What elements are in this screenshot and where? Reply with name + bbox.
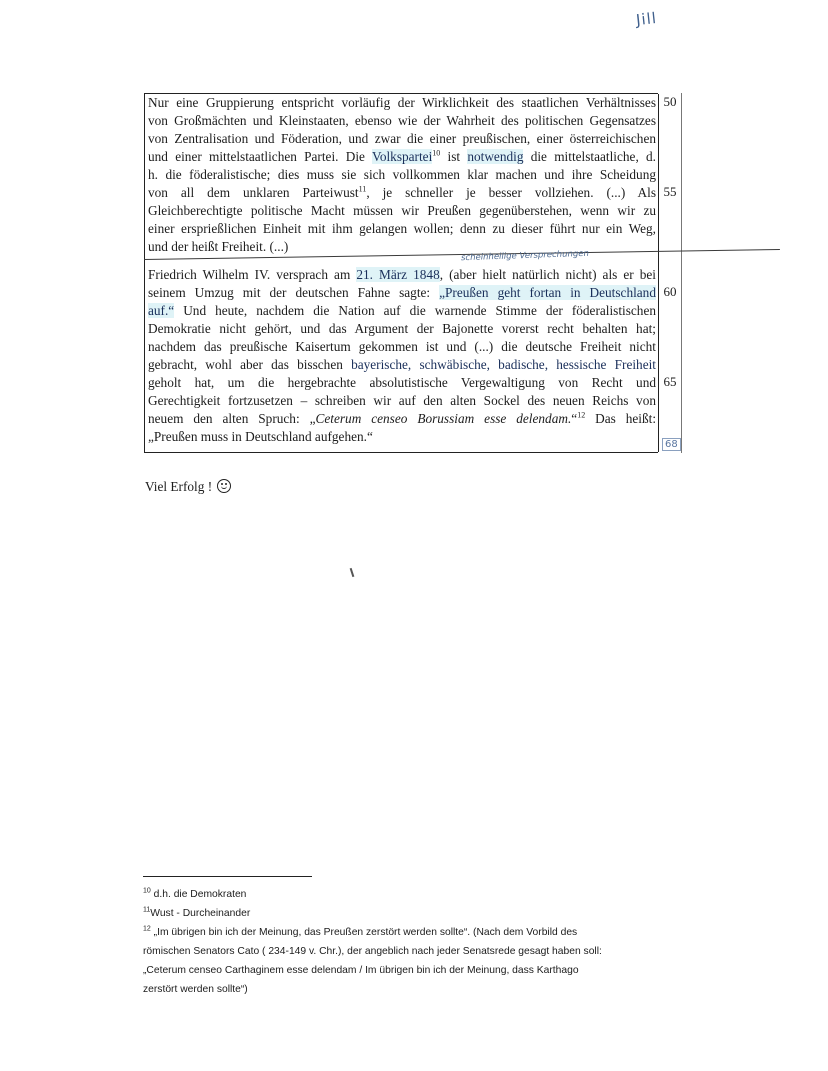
text-line: und der heißt Freiheit. (...): [148, 239, 289, 254]
text-line: auf.“ Und heute, nachdem die Nation auf die warnende Stimme der föderalistischen: [148, 303, 656, 318]
text-line: Demokratie nicht gehört, und das Argument der Bajonette vorerst recht behalten hat;: [148, 321, 656, 336]
text-line: Friedrich Wilhelm IV. versprach am 21. März 1848, (aber hielt natürlich nicht) als er bei: [148, 267, 657, 282]
smiley-icon: [217, 479, 231, 493]
text-line: von all dem unklaren Parteiwust$^{11}$, je schneller je besser vollziehen. (...) Als: [148, 184, 656, 200]
text-line: Gerechtigkeit fortzusetzen – schreiben wir auf den alten Sockel des neuen Reichs von: [148, 393, 656, 408]
text-line: von Zentralisation und Föderation, und zwar die einer preußischen, einer österreichischen: [148, 131, 656, 146]
line-number: 65: [663, 374, 677, 389]
text-line: Gleichberechtigte politische Macht müssen wir Preußen gegenüberstehen, wenn wir zu: [148, 203, 656, 218]
text-line: einer ersprießlichen Einheit mit ihm gelangen wollen; denn zu dieser führt nur ein Weg,: [148, 221, 656, 236]
line-number-column: [658, 93, 682, 453]
footnotes: [143, 885, 683, 999]
footnote: „Ceterum censeo Carthaginem esse delendam / Im übrigen bin ich der Meinung, dass Karthago: [143, 965, 579, 976]
highlight: Volkspartei: [371, 149, 433, 164]
text-line: h. die föderalistische; dies muss sie sich vollkommen klar machen und ihre Scheidung: [148, 167, 656, 182]
text-line: gebracht, wohl aber das bisschen bayerische, schwäbische, badische, hessische Freiheit: [148, 357, 656, 372]
paragraph-2: [148, 266, 656, 446]
text-line: seinem Umzug mit der deutschen Fahne sagte: „Preußen geht fortan in Deutschland: [148, 285, 656, 300]
handwritten-note: scheinheilige Versprechungen: [460, 248, 590, 264]
footnote: $^{12}$ „Im übrigen bin ich der Meinung, das Preußen zerstört werden sollte“. (Nach dem Vorbild des: [143, 925, 578, 938]
footnote: zerstört werden sollte“): [143, 984, 248, 995]
text-line: und einer mittelstaatlichen Partei. Die Volkspartei$^{10}$ ist notwendig die mittelstaatliche, d.: [148, 148, 656, 164]
line-number: 50: [663, 94, 677, 109]
signature-handwritten: Jill: [635, 8, 658, 30]
highlight: auf.“: [148, 303, 175, 318]
highlight: notwendig: [467, 149, 524, 164]
footnote: $^{11}$Wust - Durcheinander: [143, 906, 251, 919]
text-line: von Großmächten und Kleinstaaten, ebenso wie der Wahrheit des politischen Gegensatzes: [148, 113, 656, 128]
text-line: geholt hat, um die hergebrachte absolutistische Vergewaltigung von Recht und: [148, 375, 656, 390]
footnote: römischen Senators Cato ( 234-149 v. Chr.), der angeblich nach jeder Senatsrede gesagt haben soll:: [143, 946, 602, 957]
text-line: neuem den alten Spruch: „Ceterum censeo Borussiam esse delendam.“$^{12}$ Das heißt:: [148, 410, 657, 426]
handwritten-line-number: 68: [662, 438, 681, 451]
paragraph-1: [148, 94, 656, 256]
line-number: 55: [663, 184, 677, 199]
text-line: „Preußen muss in Deutschland aufgehen.“: [148, 429, 373, 444]
text-line: nachdem das preußische Kaisertum gekommen ist und (...) die deutsche Freiheit nicht: [148, 339, 656, 354]
closing-text: Viel Erfolg !: [145, 479, 231, 495]
text-line: Nur eine Gruppierung entspricht vorläufig der Wirklichkeit des staatlichen Verhältnisses: [148, 95, 656, 110]
footnote: $^{10}$ d.h. die Demokraten: [143, 887, 247, 900]
highlight: „Preußen geht fortan in Deutschland: [439, 285, 656, 300]
pen-mark: [350, 568, 355, 577]
line-number: 60: [663, 284, 677, 299]
highlight: bayerische, schwäbische, badische, hessische Freiheit: [351, 357, 656, 372]
footnote-separator: [143, 876, 312, 877]
highlight: 21. März 1848: [356, 267, 440, 282]
